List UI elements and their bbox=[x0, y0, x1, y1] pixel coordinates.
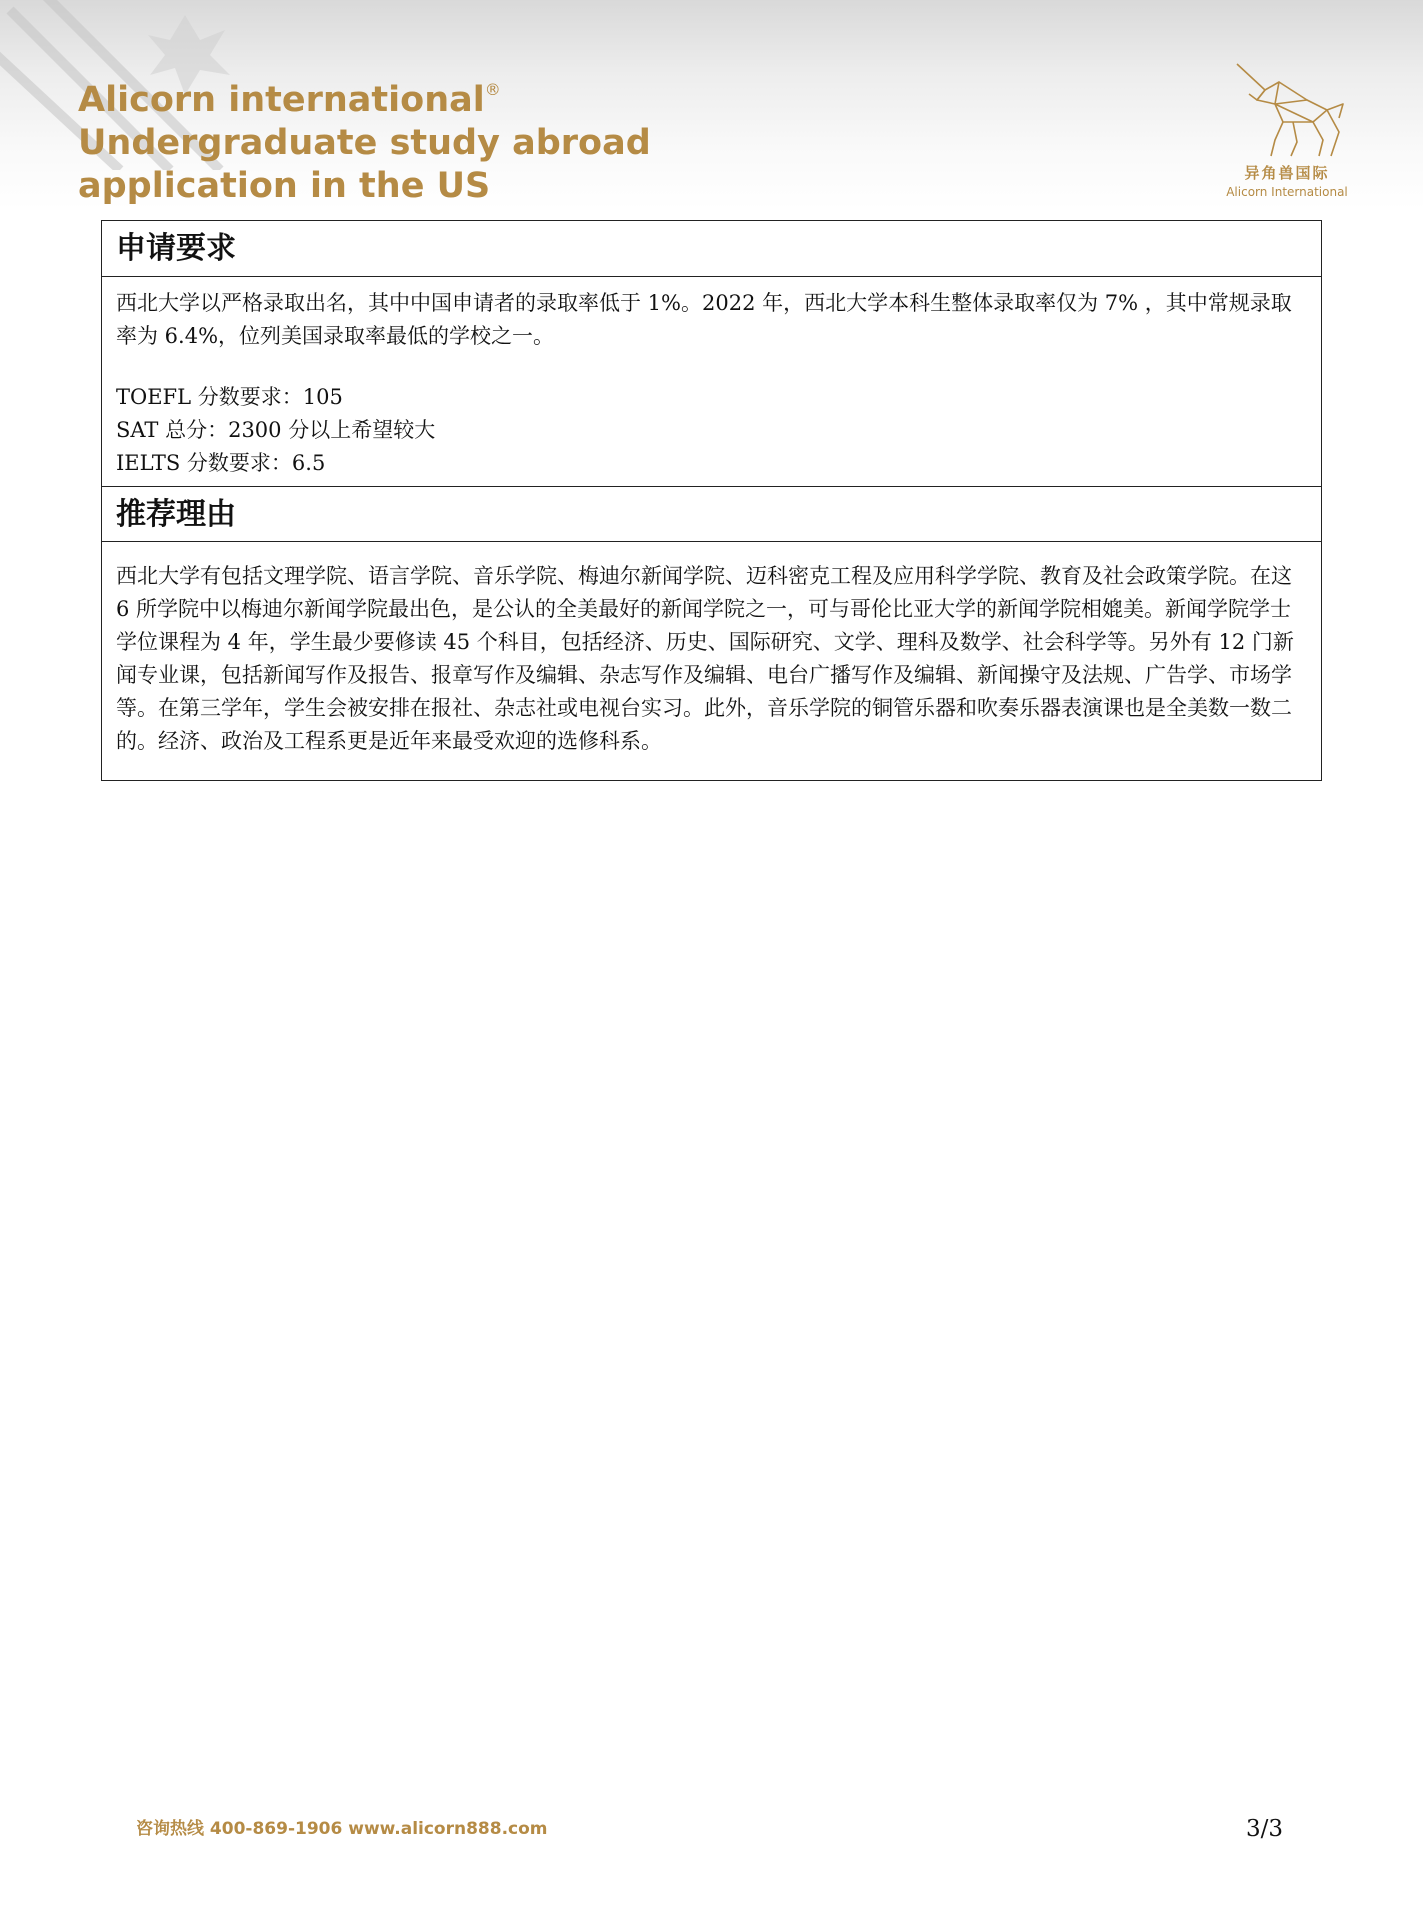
requirements-intro: 西北大学以严格录取出名，其中中国申请者的录取率低于 1%。2022 年，西北大学本科生整体录取率仅为 7% ，其中常规录取率为 6.4%，位列美国录取率最低的学校之一。 bbox=[116, 291, 1292, 348]
unicorn-icon bbox=[1227, 60, 1347, 160]
reasons-heading: 推荐理由 bbox=[102, 486, 1321, 542]
requirements-body bbox=[102, 277, 1321, 486]
brand-line-3: application in the US bbox=[78, 166, 491, 206]
page-number: 3/3 bbox=[1246, 1816, 1284, 1842]
logo-chinese-text: 异角兽国际 bbox=[1244, 164, 1330, 182]
logo-english-text: Alicorn International bbox=[1226, 185, 1348, 199]
toefl-requirement: TOEFL 分数要求：105 bbox=[116, 385, 343, 409]
reasons-text: 西北大学有包括文理学院、语言学院、音乐学院、梅迪尔新闻学院、迈科密克工程及应用科学学院、教育及社会政策学院。在这 6 所学院中以梅迪尔新闻学院最出色，是公认的全美最好的新闻学院之一，可与哥伦比亚大学的新闻学院相媲美。新闻学院学士学位课程为 4 年，学生最少要修读 45 个科目，包括经济、历史、国际研究、文学、理科及数学、社会科学等。另外有 12 门新闻专业课，包括新闻写作及报告、报章写作及编辑、杂志写作及编辑、电台广播写作及编辑、新闻操守及法规、广告学、市场学等。在第三学年，学生会被安排在报社、杂志社或电视台实习。此外，音乐学院的铜管乐器和吹奏乐器表演课也是全美数一数二的。经济、政治及工程系更是近年来最受欢迎的选修科系。 bbox=[116, 564, 1294, 753]
brand-title bbox=[78, 68, 651, 208]
brand-line-2: Undergraduate study abroad bbox=[78, 123, 651, 163]
ielts-requirement: IELTS 分数要求：6.5 bbox=[116, 451, 326, 475]
registered-mark: ® bbox=[484, 80, 501, 99]
sat-requirement: SAT 总分：2300 分以上希望较大 bbox=[116, 418, 436, 442]
alicorn-logo bbox=[1212, 60, 1362, 205]
footer-contact: 咨询热线 400-869-1906 www.alicorn888.com bbox=[136, 1819, 548, 1839]
info-table bbox=[101, 220, 1322, 781]
brand-line-1: Alicorn international bbox=[78, 80, 485, 120]
requirements-heading: 申请要求 bbox=[102, 221, 1321, 277]
reasons-body bbox=[102, 542, 1321, 780]
